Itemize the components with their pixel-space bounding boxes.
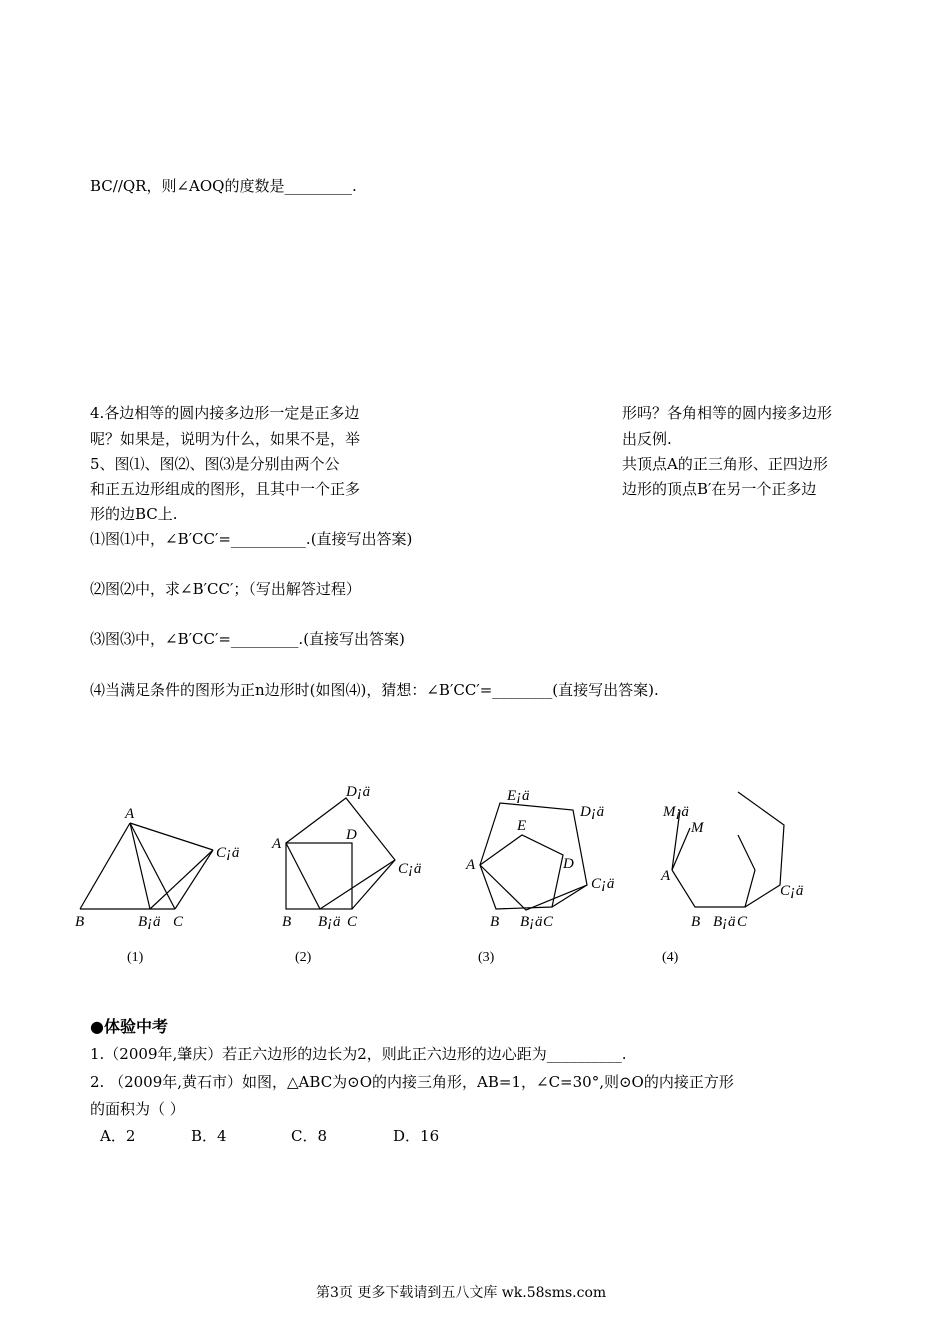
fig4-label-a: A (661, 868, 671, 884)
q5-sub3: ⑶图⑶中，∠B′CC′=_________.(直接写出答案) (90, 630, 405, 648)
figure-caption-2: (2) (295, 950, 312, 965)
figure-caption-4: (4) (662, 950, 679, 965)
section-title: ●体验中考 (90, 1017, 168, 1036)
fig3-label-b: B (490, 914, 500, 930)
figure-caption-3: (3) (478, 950, 495, 965)
fig4-label-cp: C¡ä (780, 883, 804, 899)
fig1-label-b: B (75, 914, 85, 930)
fig4-label-c: C (737, 914, 748, 930)
fig4-label-m: M (691, 820, 704, 836)
exam-q2-line1: 2. （2009年,黄石市）如图，△ABC为⊙O的内接三角形，AB=1，∠C=30°,则⊙O的内接正方形 (90, 1073, 734, 1091)
option-d: D．16 (393, 1127, 440, 1145)
fig3-label-dp: D¡ä (580, 804, 605, 820)
fig1-label-c: C (173, 914, 184, 930)
q5-sub1: ⑴图⑴中，∠B′CC′=__________.(直接写出答案) (90, 530, 413, 548)
fig3-label-a: A (466, 857, 476, 873)
fig2-label-b: B (282, 914, 292, 930)
fig1-label-a: A (125, 806, 135, 822)
fig2-label-bp: B¡ä (318, 914, 341, 930)
q5-line1: 5、图⑴、图⑵、图⑶是分别由两个公 (90, 455, 340, 473)
q5-sub2: ⑵图⑵中，求∠B′CC′；（写出解答过程） (90, 580, 361, 598)
option-a: A．2 (100, 1127, 136, 1145)
exam-q2-line2: 的面积为（ ） (90, 1100, 185, 1118)
q5-line2-right: 边形的顶点B′在另一个正多边 (622, 480, 817, 498)
option-b: B．4 (191, 1127, 227, 1145)
fig4-label-bp: B¡ä (713, 914, 736, 930)
q5-line2: 和正五边形组成的图形，且其中一个正多 (90, 480, 361, 498)
fig3-label-ep: E¡ä (507, 788, 530, 804)
fig2-label-cp: C¡ä (398, 861, 422, 877)
figure-caption-1: (1) (127, 950, 144, 965)
q4-line1-right: 形吗？各角相等的圆内接多边形 (622, 404, 833, 422)
fig4-label-mp: M¡ä (663, 804, 689, 820)
q3-tail: BC//QR，则∠AOQ的度数是_________. (90, 177, 357, 195)
geometry-figures (0, 780, 950, 980)
fig3-label-e: E (517, 818, 527, 834)
q4-line2: 呢？如果是，说明为什么，如果不是，举 (90, 430, 361, 448)
page-footer: 第3页 更多下载请到五八文库 wk.58sms.com (316, 1285, 607, 1301)
q4-line2-right: 出反例. (622, 430, 672, 448)
fig2-label-d: D (346, 827, 357, 843)
fig3-label-c: C (543, 914, 554, 930)
figure-1 (80, 823, 213, 909)
q5-line3: 形的边BC上. (90, 505, 178, 523)
fig1-label-cp: C¡ä (216, 845, 240, 861)
q4-line1: 4.各边相等的圆内接多边形一定是正多边 (90, 404, 360, 422)
exam-q1: 1.（2009年,肇庆）若正六边形的边长为2，则此正六边形的边心距为__________. (90, 1045, 627, 1063)
fig3-label-bp: B¡ä (520, 914, 543, 930)
fig2-label-c: C (347, 914, 358, 930)
q5-sub4: ⑷当满足条件的图形为正n边形时(如图⑷)，猜想：∠B′CC′=________(直接写出答案). (90, 681, 659, 699)
fig3-label-cp: C¡ä (591, 876, 615, 892)
fig4-label-b: B (691, 914, 701, 930)
fig2-label-a: A (272, 836, 282, 852)
fig1-label-bp: B¡ä (138, 914, 161, 930)
option-c: C．8 (291, 1127, 328, 1145)
q5-line1-right: 共顶点A的正三角形、正四边形 (622, 455, 828, 473)
fig3-label-d: D (563, 856, 574, 872)
figure-2 (286, 798, 395, 909)
fig2-label-dp: D¡ä (346, 784, 371, 800)
